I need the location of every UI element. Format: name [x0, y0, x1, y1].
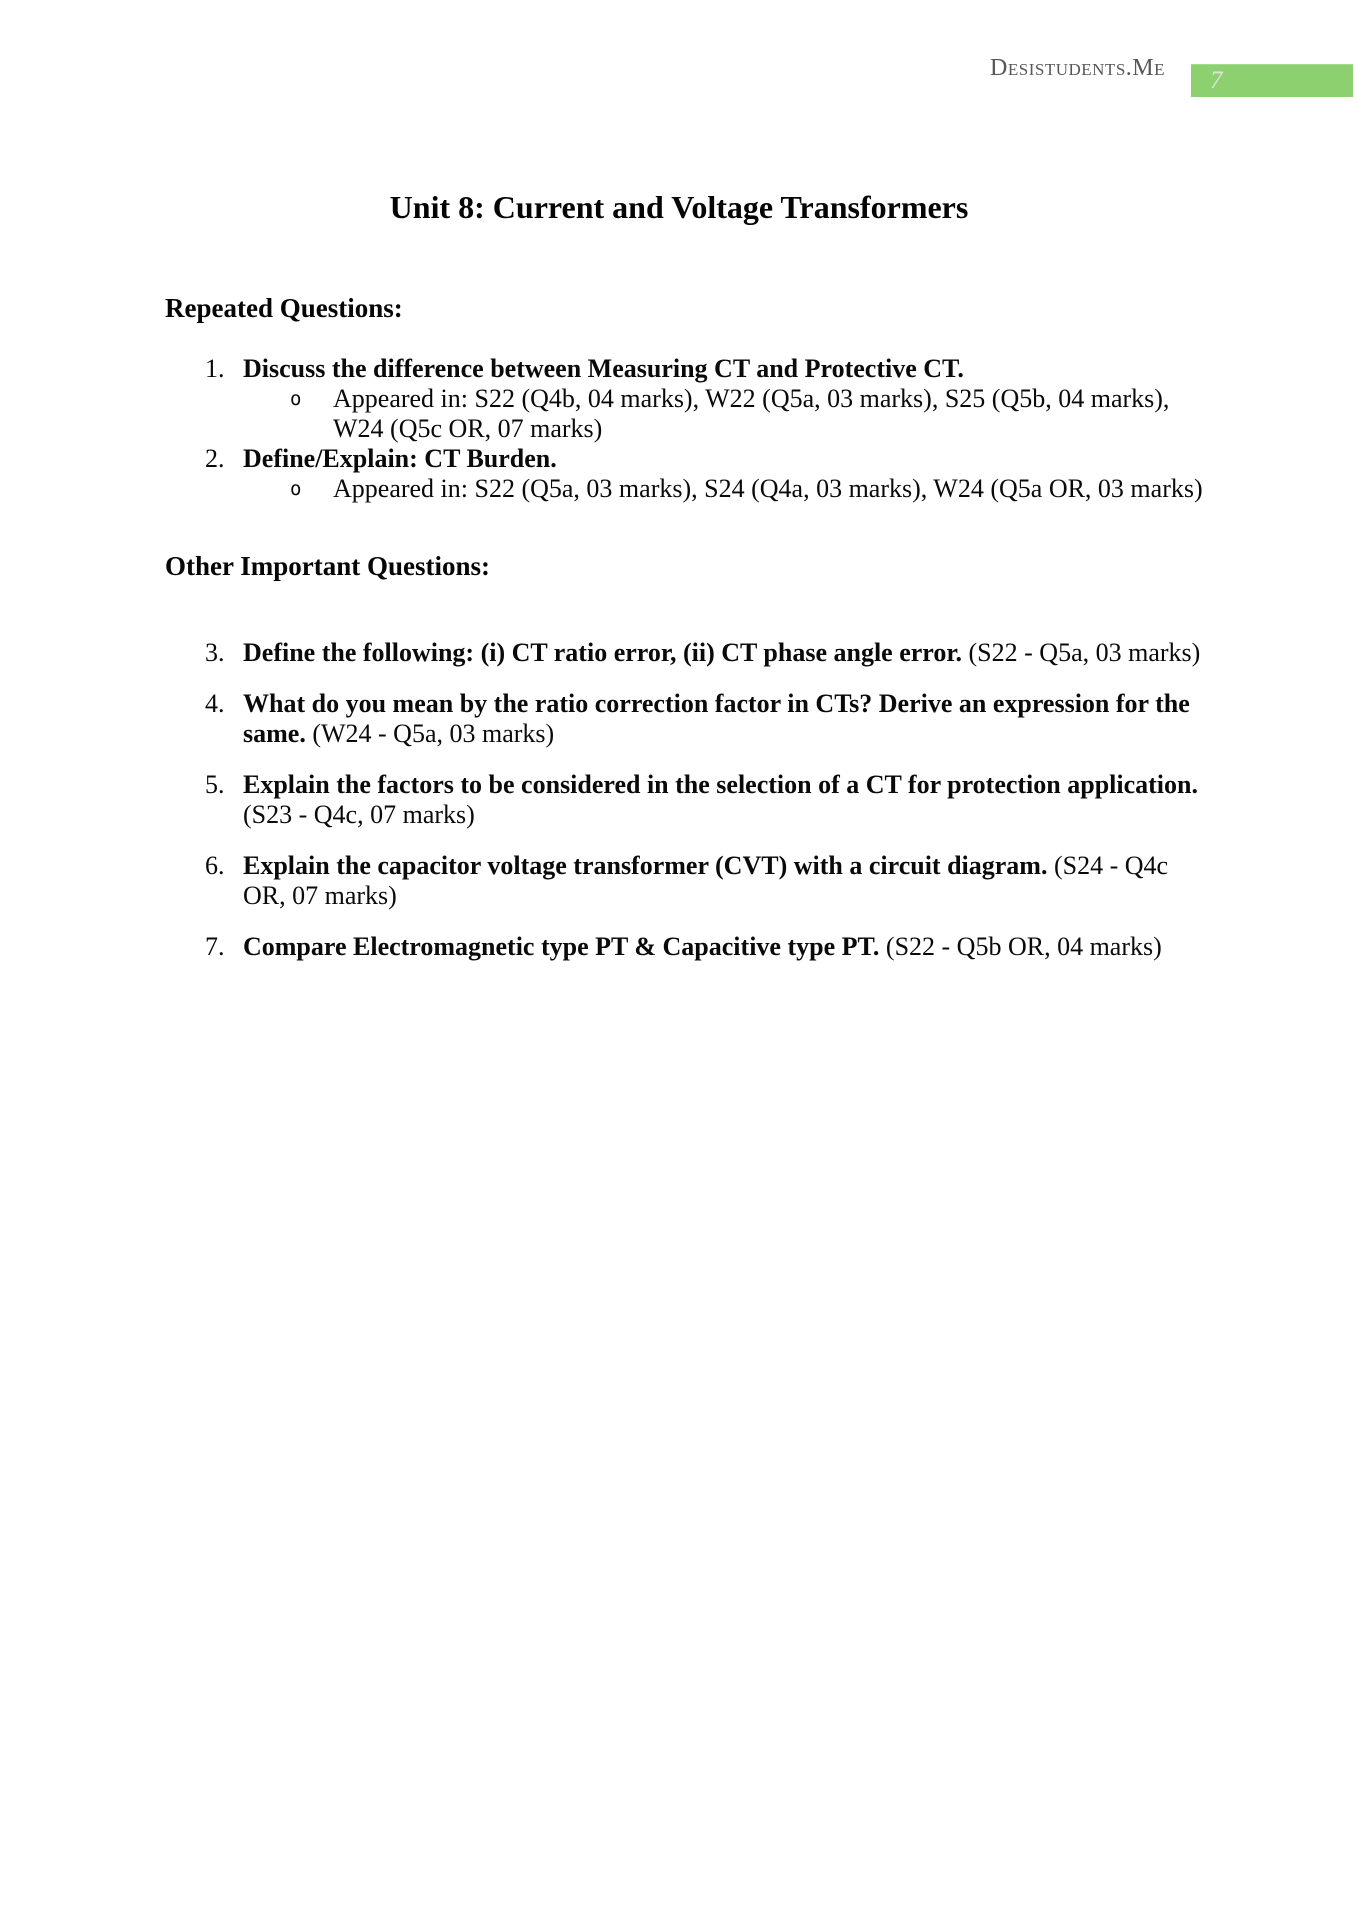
- question-number: 4.: [205, 689, 225, 718]
- question-row: [165, 354, 1203, 384]
- question-number: 3.: [205, 638, 225, 667]
- page-number-badge: [1191, 64, 1353, 97]
- question-item-3: [165, 638, 1203, 668]
- question-bold-text: Compare Electromagnetic type PT & Capacitive type PT.: [243, 932, 880, 961]
- question-reference: (S22 - Q5b OR, 04 marks): [885, 932, 1162, 961]
- question-number: 5.: [205, 770, 225, 799]
- question-reference: (S22 - Q5a, 03 marks): [968, 638, 1201, 667]
- document-content: [165, 292, 1203, 983]
- appeared-in-text: Appeared in: S22 (Q5a, 03 marks), S24 (Q4a, 03 marks), W24 (Q5a OR, 03 marks): [333, 474, 1203, 503]
- question-row: [165, 851, 1203, 911]
- section-heading-repeated-questions: Repeated Questions:: [165, 293, 403, 323]
- question-bold-text: Explain the capacitor voltage transformer (CVT) with a circuit diagram.: [243, 851, 1048, 880]
- page-title: Unit 8: Current and Voltage Transformers: [389, 189, 969, 225]
- question-bold-text: Explain the factors to be considered in the selection of a CT for protection application.: [243, 770, 1198, 799]
- question-reference: (S24 - Q4c OR, 07 marks): [243, 851, 1169, 910]
- circle-bullet-icon: o: [290, 478, 302, 500]
- question-bold-text: Define/Explain: CT Burden.: [243, 444, 557, 473]
- question-text: [243, 444, 1203, 474]
- section-heading-other-important-questions: Other Important Questions:: [165, 551, 491, 581]
- other-questions-list: [165, 638, 1203, 962]
- question-text: [243, 689, 1203, 749]
- question-item-7: [165, 932, 1203, 962]
- question-row: [165, 638, 1203, 668]
- question-row: [165, 932, 1203, 962]
- question-number: 6.: [205, 851, 225, 880]
- question-row: [165, 444, 1203, 474]
- question-row: [165, 689, 1203, 749]
- question-text: [243, 932, 1203, 962]
- appeared-in-row: [165, 384, 1203, 444]
- question-number: 7.: [205, 932, 225, 961]
- question-item-1: [165, 354, 1203, 444]
- question-bold-text: Discuss the difference between Measuring CT and Protective CT.: [243, 354, 964, 383]
- question-item-2: [165, 444, 1203, 504]
- question-bold-text: What do you mean by the ratio correction factor in CTs? Derive an expression for the same.: [243, 689, 1190, 748]
- question-text: [243, 354, 1203, 384]
- appeared-in-text: Appeared in: S22 (Q4b, 04 marks), W22 (Q5a, 03 marks), S25 (Q5b, 04 marks), W24 (Q5c OR, 07 marks): [333, 384, 1170, 443]
- repeated-questions-list: [165, 354, 1203, 504]
- question-reference: (S23 - Q4c, 07 marks): [243, 800, 475, 829]
- circle-bullet-icon: o: [290, 388, 302, 410]
- question-bold-text: Define the following: (i) CT ratio error, (ii) CT phase angle error.: [243, 638, 963, 667]
- question-item-6: [165, 851, 1203, 911]
- appeared-in-row: [165, 474, 1203, 504]
- question-item-4: [165, 689, 1203, 749]
- question-text: [243, 851, 1203, 911]
- question-number: 1.: [205, 354, 225, 383]
- question-text: [243, 770, 1203, 830]
- site-name: Desistudents.Me: [990, 55, 1165, 81]
- question-item-5: [165, 770, 1203, 830]
- question-reference: (W24 - Q5a, 03 marks): [312, 719, 555, 748]
- page-number: 7: [1210, 67, 1223, 94]
- question-text: [243, 638, 1203, 668]
- question-row: [165, 770, 1203, 830]
- question-number: 2.: [205, 444, 225, 473]
